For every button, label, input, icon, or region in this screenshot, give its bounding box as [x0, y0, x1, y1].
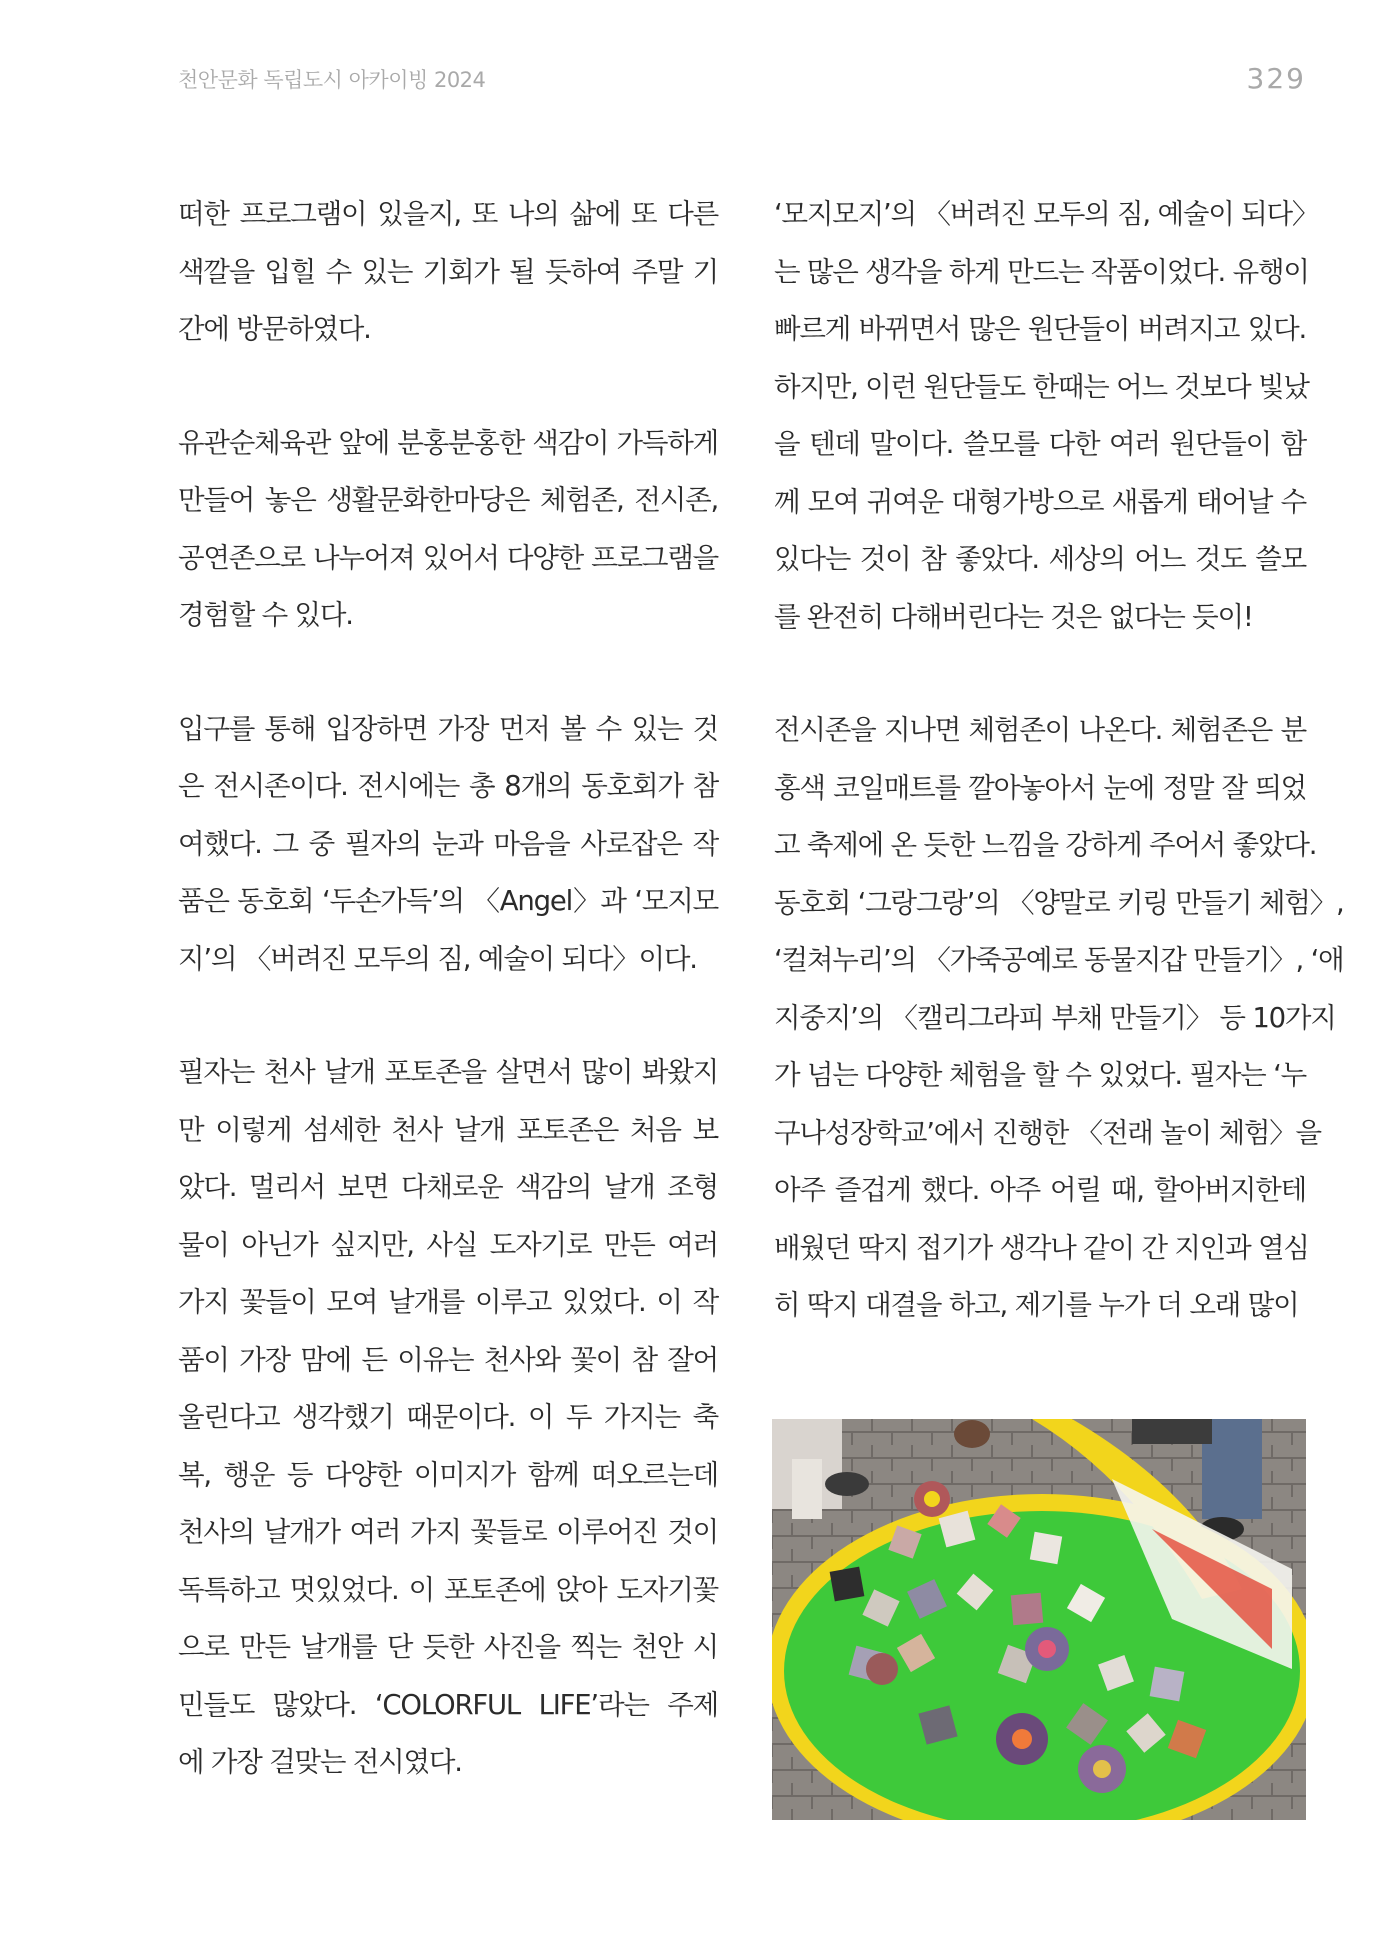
text-line: 울린다고 생각했기 때문이다. 이 두 가지는 축 [178, 1401, 718, 1433]
page-number: 329 [1246, 62, 1306, 95]
text-line: ‘컬쳐누리’의 〈가죽공예로 동물지갑 만들기〉, ‘애 [774, 944, 1344, 976]
text-line: 떠한 프로그램이 있을지, 또 나의 삶에 또 다른 [178, 198, 718, 230]
text-line: 품이 가장 맘에 든 이유는 천사와 꽃이 참 잘어 [178, 1343, 718, 1376]
text-line: 를 완전히 다해버린다는 것은 없다는 듯이! [774, 600, 1253, 633]
text-line: 아주 즐겁게 했다. 아주 어릴 때, 할아버지한테 [774, 1174, 1306, 1206]
text-line: 하지만, 이런 원단들도 한때는 어느 것보다 빛났 [774, 370, 1309, 403]
text-line: 민들도 많았다. ‘COLORFUL LIFE’라는 주제 [178, 1688, 718, 1721]
text-line: 지’의 〈버려진 모두의 짐, 예술이 되다〉이다. [178, 942, 697, 975]
text-line: 홍색 코일매트를 깔아놓아서 눈에 정말 잘 띄었 [774, 771, 1306, 804]
text-line: 았다. 멀리서 보면 다채로운 색감의 날개 조형 [178, 1171, 718, 1203]
paragraph-gap [178, 359, 718, 415]
text-line: 복, 행운 등 다양한 이미지가 함께 떠오르는데 [178, 1458, 718, 1491]
text-line: 품은 동호회 ‘두손가득’의 〈Angel〉과 ‘모지모 [178, 885, 718, 917]
text-line: 으로 만든 날개를 단 듯한 사진을 찍는 천안 시 [178, 1631, 718, 1663]
text-line: 물이 아닌가 싶지만, 사실 도자기로 만든 여러 [178, 1228, 718, 1261]
text-line: 독특하고 멋있었다. 이 포토존에 앉아 도자기꽃 [178, 1573, 718, 1606]
paragraph [774, 186, 1319, 646]
text-line: 히 딱지 대결을 하고, 제기를 누가 더 오래 많이 [774, 1289, 1299, 1321]
text-line: 만들어 놓은 생활문화한마당은 체험존, 전시존, [178, 484, 718, 516]
text-line: 전시존을 지나면 체험존이 나온다. 체험존은 분 [774, 714, 1306, 746]
paragraph [178, 186, 718, 359]
text-line: 천사의 날개가 여러 가지 꽃들로 이루어진 것이 [178, 1516, 718, 1548]
paragraph-gap [178, 988, 718, 1044]
text-line: 공연존으로 나누어져 있어서 다양한 프로그램을 [178, 541, 718, 574]
text-line: 경험할 수 있다. [178, 599, 353, 631]
text-line: 고 축제에 온 듯한 느낌을 강하게 주어서 좋았다. [774, 829, 1317, 861]
paragraph [178, 1044, 718, 1792]
left-column [178, 186, 718, 1792]
text-line: 만 이렇게 섬세한 천사 날개 포토존은 처음 보 [178, 1113, 718, 1146]
text-line: 지중지’의 〈캘리그라피 부채 만들기〉 등 10가지 [774, 1001, 1336, 1034]
paragraph [178, 701, 718, 989]
text-line: 유관순체육관 앞에 분홍분홍한 색감이 가득하게 [178, 426, 718, 459]
text-line: 을 텐데 말이다. 쓸모를 다한 여러 원단들이 함 [774, 428, 1306, 460]
text-line: 께 모여 귀여운 대형가방으로 새롭게 태어날 수 [774, 485, 1306, 518]
running-head: 천안문화 독립도시 아카이빙 2024 [178, 68, 486, 92]
paragraph [178, 415, 718, 645]
text-line: 색깔을 입힐 수 있는 기회가 될 듯하여 주말 기 [178, 255, 718, 288]
text-line: 여했다. 그 중 필자의 눈과 마음을 사로잡은 작 [178, 827, 718, 860]
event-photo [772, 1419, 1306, 1820]
text-line: 가지 꽃들이 모여 날개를 이루고 있었다. 이 작 [178, 1286, 718, 1318]
text-line: ‘모지모지’의 〈버려진 모두의 짐, 예술이 되다〉 [774, 198, 1319, 230]
paragraph-gap [774, 646, 1306, 702]
text-line: 있다는 것이 참 좋았다. 세상의 어느 것도 쓸모 [774, 543, 1306, 575]
text-line: 에 가장 걸맞는 전시였다. [178, 1746, 462, 1778]
text-line: 입구를 통해 입장하면 가장 먼저 볼 수 있는 것 [178, 712, 718, 745]
text-line: 동호회 ‘그랑그랑’의 〈양말로 키링 만들기 체험〉, [774, 886, 1344, 919]
ddakji-mat-photo [772, 1419, 1306, 1820]
paragraph [774, 702, 1344, 1335]
text-line: 가 넘는 다양한 체험을 할 수 있었다. 필자는 ‘누 [774, 1059, 1306, 1091]
text-line: 간에 방문하였다. [178, 313, 371, 345]
text-line: 은 전시존이다. 전시에는 총 8개의 동호회가 참 [178, 770, 718, 802]
paragraph-gap [178, 645, 718, 701]
text-line: 빠르게 바뀌면서 많은 원단들이 버려지고 있다. [774, 313, 1306, 345]
text-line: 필자는 천사 날개 포토존을 살면서 많이 봐왔지 [178, 1056, 718, 1088]
text-line: 구나성장학교’에서 진행한 〈전래 놀이 체험〉을 [774, 1116, 1321, 1149]
text-line: 배웠던 딱지 접기가 생각나 같이 간 지인과 열심 [774, 1231, 1309, 1264]
text-line: 는 많은 생각을 하게 만드는 작품이었다. 유행이 [774, 255, 1309, 288]
right-column [774, 186, 1344, 1335]
